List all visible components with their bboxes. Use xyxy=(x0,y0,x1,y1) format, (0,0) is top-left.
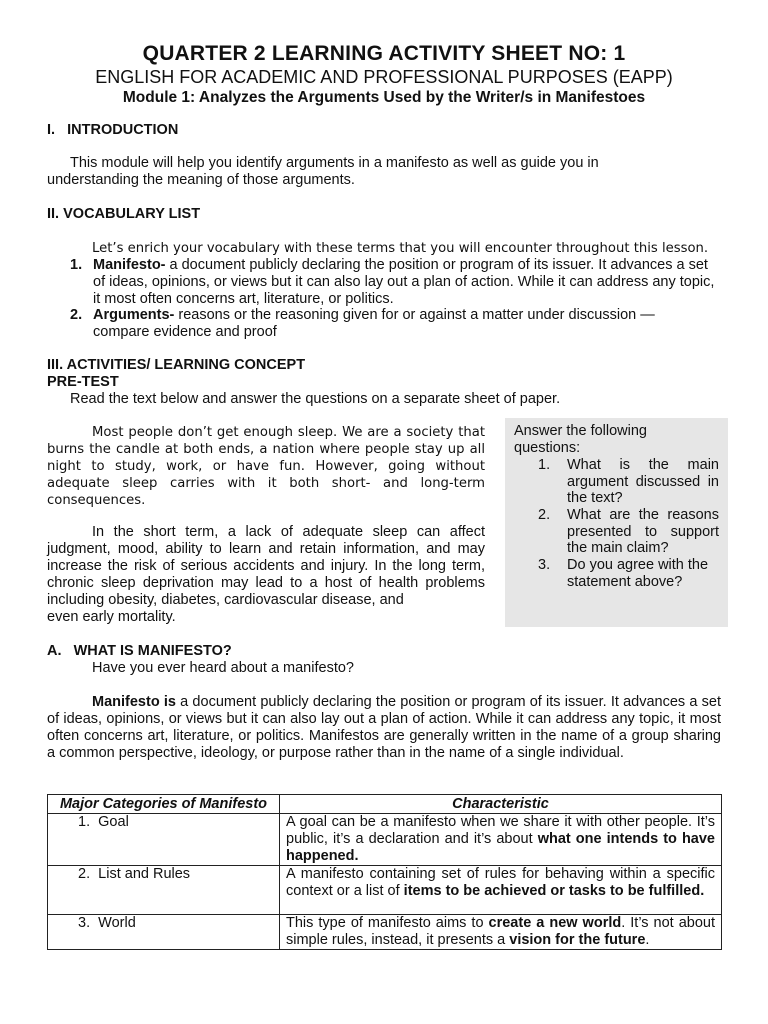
characteristic-cell xyxy=(280,915,722,950)
category-name: World xyxy=(98,915,136,931)
characteristic-text-2: . It’s not about simple rules, instead, it presents a xyxy=(286,915,716,948)
category-number: 2. xyxy=(78,866,91,882)
characteristic-text: A manifesto containing set of rules for behaving within a specific context or a list of xyxy=(286,866,715,899)
table-row xyxy=(48,866,722,915)
category-name: List and Rules xyxy=(98,866,191,882)
characteristic-bold: what one intends to have happened. xyxy=(286,831,715,864)
manifesto-definition-text: a document publicly declaring the position or program of its issuer. It advances a set of ideas, opinions, or views but it can also lay out a plan of action. While it can address any topic, it most often concerns art, literature, or politics. Manifestos are generally written in the name of a group sharing a common perspective, ideology, or purpose rather than in the name of a single individual. xyxy=(47,694,721,761)
question-number: 2. xyxy=(538,507,551,523)
characteristic-text-3: . xyxy=(645,932,650,948)
vocabulary-intro: Let’s enrich your vocabulary with these terms that you will encounter throughout this lesson. xyxy=(92,241,709,256)
manifesto-definition xyxy=(47,694,721,762)
category-cell xyxy=(48,814,280,866)
characteristic-text: This type of manifesto aims to xyxy=(286,915,489,931)
category-number: 1. xyxy=(78,814,91,830)
manifesto-categories-table xyxy=(47,794,722,950)
characteristic-cell xyxy=(280,866,722,915)
characteristic-bold: create a new world xyxy=(488,915,622,931)
vocabulary-term: Arguments- xyxy=(93,307,175,323)
pretest-heading: PRE-TEST xyxy=(47,374,119,390)
characteristic-cell xyxy=(280,814,722,866)
category-cell xyxy=(48,915,280,950)
category-cell xyxy=(48,866,280,915)
vocabulary-definition: reasons or the reasoning given for or against a matter under discussion — compare evidence and proof xyxy=(93,307,655,340)
introduction-heading: I. INTRODUCTION xyxy=(47,122,179,138)
questions-box xyxy=(505,418,728,627)
passage-paragraph-1 xyxy=(47,424,485,509)
vocabulary-item-manifesto xyxy=(70,257,720,308)
category-number: 3. xyxy=(78,915,91,931)
question-3: Do you agree with the statement above? xyxy=(567,557,709,590)
vocabulary-item-arguments xyxy=(70,307,720,341)
question-number: 1. xyxy=(538,457,551,473)
vocabulary-item-number: 1. xyxy=(70,257,83,273)
questions-intro: Answer the following questions: xyxy=(514,423,647,456)
vocabulary-definition: a document publicly declaring the position or program of its issuer. It advances a set of ideas, opinions, or views but it can also lay out a plan of action. While it can address any topic, it most often concerns art, literature, or politics. xyxy=(93,257,715,307)
table-header-categories: Major Categories of Manifesto xyxy=(48,795,280,814)
characteristic-bold: items to be achieved or tasks to be fulfilled. xyxy=(403,883,705,899)
table-row xyxy=(48,814,722,866)
vocabulary-item-number: 2. xyxy=(70,307,83,323)
introduction-text: This module will help you identify arguments in a manifesto as well as guide you in understanding the meaning of those arguments. xyxy=(47,155,599,188)
passage-text: Most people don’t get enough sleep. We are a society that burns the candle at both ends, a nation where people stay up all night to study, work, or have fun. However, going without adequate sleep carries with it both short- and long-term consequences. xyxy=(47,425,485,508)
activities-heading: III. ACTIVITIES/ LEARNING CONCEPT xyxy=(47,357,306,373)
characteristic-text: A goal can be a manifesto when we share it with other people. It’s public, it’s a declaration and it’s about xyxy=(286,814,715,847)
passage-paragraph-2-end: even early mortality. xyxy=(47,609,176,625)
question-2: What are the reasons presented to support the main claim? xyxy=(567,507,719,556)
passage-paragraph-2: In the short term, a lack of adequate sleep can affect judgment, mood, ability to learn and retain information, and may increase the risk of serious accidents and injury. In the long term, chronic sleep deprivation may lead to a host of health problems including obesity, diabetes, cardiovascular disease, and xyxy=(47,524,485,608)
manifesto-definition-term: Manifesto is xyxy=(92,694,176,710)
table-header-characteristic: Characteristic xyxy=(280,795,722,814)
vocabulary-term: Manifesto- xyxy=(93,257,166,273)
pretest-instruction: Read the text below and answer the questions on a separate sheet of paper. xyxy=(70,391,561,407)
characteristic-bold-2: vision for the future xyxy=(509,932,646,948)
question-1: What is the main argument discussed in the text? xyxy=(567,457,719,506)
vocabulary-heading: II. VOCABULARY LIST xyxy=(47,206,201,222)
table-row xyxy=(48,915,722,950)
section-a-question: Have you ever heard about a manifesto? xyxy=(92,660,354,676)
section-a-heading: A. WHAT IS MANIFESTO? xyxy=(47,643,232,659)
module-title: Module 1: Analyzes the Arguments Used by the Writer/s in Manifestoes xyxy=(122,89,646,106)
sheet-title: QUARTER 2 LEARNING ACTIVITY SHEET NO: 1 xyxy=(142,42,626,65)
question-number: 3. xyxy=(538,557,551,573)
subject-title: ENGLISH FOR ACADEMIC AND PROFESSIONAL PURPOSES (EAPP) xyxy=(95,67,673,87)
category-name: Goal xyxy=(98,814,129,830)
table-header-row xyxy=(48,795,722,814)
